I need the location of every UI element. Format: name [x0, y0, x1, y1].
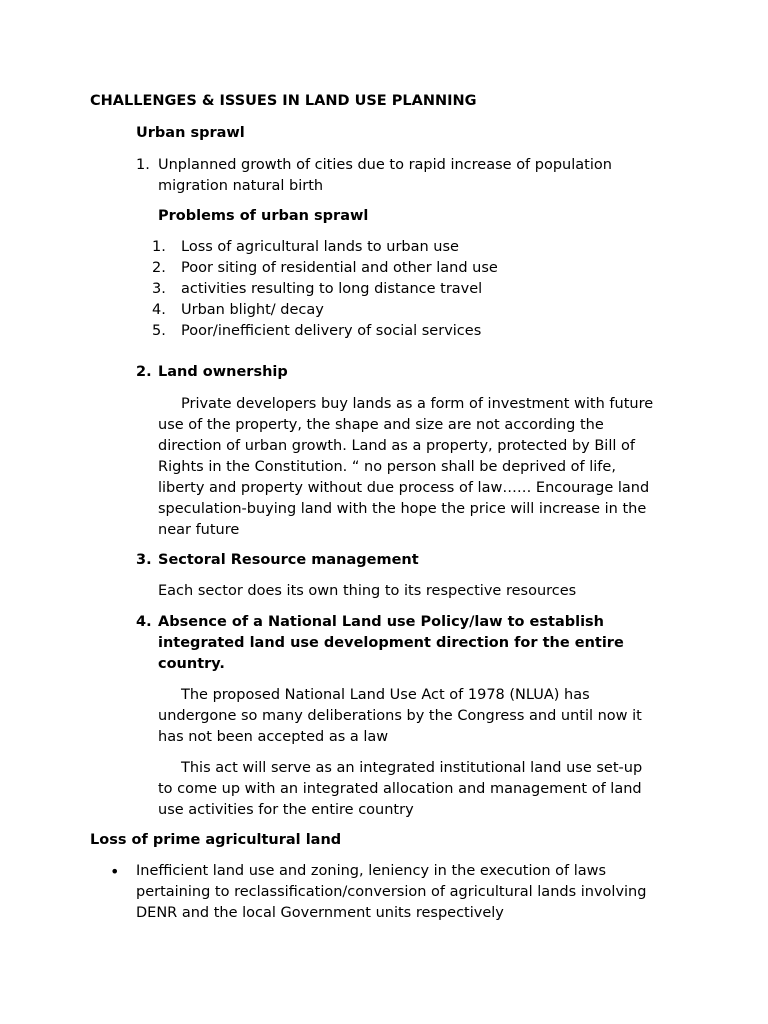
text-line: pertaining to reclassification/conversion of agricultural lands involving: [136, 884, 647, 900]
text-line: near future: [158, 522, 240, 538]
section-heading-absence-of-policy: [158, 612, 624, 675]
list-number: 4.: [136, 614, 152, 630]
heading-line: country.: [158, 656, 225, 672]
text-line: use of the property, the shape and size are not according the: [158, 417, 604, 433]
text-line: direction of urban growth. Land as a property, protected by Bill of: [158, 438, 635, 454]
list-item: Urban blight/ decay: [181, 302, 324, 318]
page-title: CHALLENGES & ISSUES IN LAND USE PLANNING: [90, 93, 477, 109]
bullet-icon: •: [110, 862, 120, 881]
section-heading-loss-of-prime-agricultural-land: Loss of prime agricultural land: [90, 832, 342, 848]
land-ownership-paragraph: [158, 394, 653, 541]
text-line: Unplanned growth of cities due to rapid increase of population: [158, 157, 612, 173]
section-heading-sectoral-resource-management: Sectoral Resource management: [158, 552, 419, 568]
text-line: speculation-buying land with the hope the price will increase in the: [158, 501, 647, 517]
text-line: to come up with an integrated allocation and management of land: [158, 781, 642, 797]
section-heading-urban-sprawl: Urban sprawl: [136, 125, 245, 141]
act-purpose-paragraph: [158, 758, 642, 821]
nlua-paragraph: [158, 685, 642, 748]
text-line: The proposed National Land Use Act of 1978 (NLUA) has: [181, 687, 590, 703]
text-line: liberty and property without due process of law…… Encourage land: [158, 480, 650, 496]
text-line: Inefficient land use and zoning, leniency in the execution of laws: [136, 863, 607, 879]
subheading-problems-of-urban-sprawl: Problems of urban sprawl: [158, 208, 369, 224]
sectoral-description: Each sector does its own thing to its respective resources: [158, 583, 577, 599]
text-line: DENR and the local Government units respectively: [136, 905, 504, 921]
text-line: undergone so many deliberations by the Congress and until now it: [158, 708, 642, 724]
heading-line: integrated land use development direction for the entire: [158, 635, 624, 651]
list-number: 2.: [152, 260, 166, 276]
list-number: 5.: [152, 323, 166, 339]
list-item: Loss of agricultural lands to urban use: [181, 239, 459, 255]
text-line: This act will serve as an integrated institutional land use set-up: [181, 760, 643, 776]
list-number: 3.: [152, 281, 166, 297]
list-item: Poor siting of residential and other land use: [181, 260, 498, 276]
text-line: use activities for the entire country: [158, 802, 414, 818]
section-heading-land-ownership: Land ownership: [158, 364, 288, 380]
list-number: 1.: [136, 157, 150, 173]
loss-prime-bullet-text: [136, 861, 646, 924]
text-line: Private developers buy lands as a form of investment with future: [181, 396, 654, 412]
list-number: 4.: [152, 302, 166, 318]
text-line: migration natural birth: [158, 178, 324, 194]
heading-line: Absence of a National Land use Policy/law to establish: [158, 614, 605, 630]
list-item: activities resulting to long distance travel: [181, 281, 483, 297]
text-line: has not been accepted as a law: [158, 729, 389, 745]
text-line: Rights in the Constitution. “ no person shall be deprived of life,: [158, 459, 616, 475]
list-number: 2.: [136, 364, 152, 380]
list-item: Poor/inefficient delivery of social services: [181, 323, 482, 339]
list-number: 1.: [152, 239, 166, 255]
list-number: 3.: [136, 552, 152, 568]
urban-sprawl-description: [158, 155, 612, 197]
